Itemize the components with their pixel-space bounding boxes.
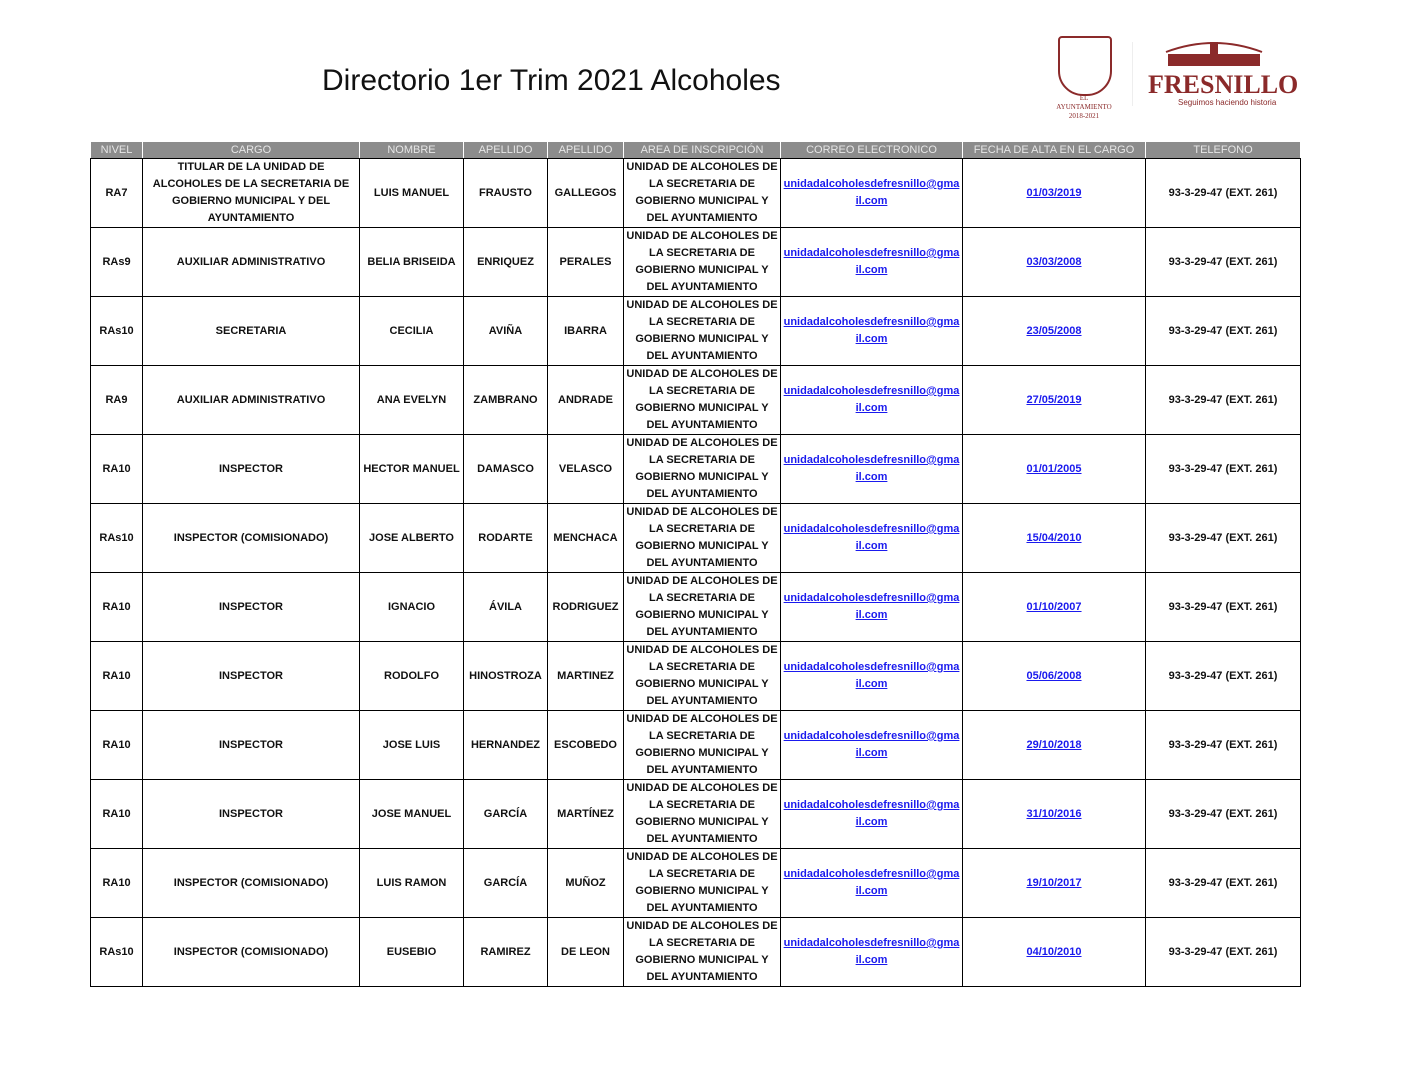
cell-cargo: INSPECTOR (COMISIONADO) [143,918,360,987]
cell-nombre: EUSEBIO [360,918,464,987]
cell-apellido-paterno: RAMIREZ [464,918,548,987]
header-fecha-alta: FECHA DE ALTA EN EL CARGO [963,142,1146,159]
header-cargo: CARGO [143,142,360,159]
header-logos [1052,34,1299,120]
cell-telefono: 93-3-29-47 (EXT. 261) [1146,366,1301,435]
cell-apellido-paterno: GARCÍA [464,780,548,849]
cell-telefono: 93-3-29-47 (EXT. 261) [1146,228,1301,297]
cell-fecha-alta [963,780,1146,849]
cell-telefono: 93-3-29-47 (EXT. 261) [1146,711,1301,780]
shield-caption: EL AYUNTAMIENTO 2018-2021 [1056,94,1112,120]
cell-apellido-paterno: ENRIQUEZ [464,228,548,297]
cell-nivel: RAs9 [91,228,143,297]
cell-nivel: RA10 [91,642,143,711]
cell-fecha-alta [963,849,1146,918]
email-link[interactable]: unidadalcoholesdefresnillo@gmail.com [783,247,960,276]
cell-apellido-materno: ANDRADE [548,366,624,435]
table-row [91,918,1301,987]
email-link[interactable]: unidadalcoholesdefresnillo@gmail.com [783,454,960,483]
cell-fecha-alta [963,918,1146,987]
cell-nombre: HECTOR MANUEL [360,435,464,504]
cell-apellido-paterno: GARCÍA [464,849,548,918]
cell-nombre: CECILIA [360,297,464,366]
email-link[interactable]: unidadalcoholesdefresnillo@gmail.com [783,178,960,207]
table-row [91,435,1301,504]
table-row [91,780,1301,849]
header-correo: CORREO ELECTRONICO [781,142,963,159]
table-row [91,228,1301,297]
header-apellido-paterno: APELLIDO [464,142,548,159]
cell-nivel: RA10 [91,849,143,918]
cell-apellido-materno: DE LEON [548,918,624,987]
cell-apellido-materno: PERALES [548,228,624,297]
cell-nivel: RA10 [91,435,143,504]
date-link[interactable]: 01/10/2007 [1026,600,1082,613]
email-link[interactable]: unidadalcoholesdefresnillo@gmail.com [783,316,960,345]
cell-correo [781,573,963,642]
cell-correo [781,504,963,573]
table-row [91,711,1301,780]
cell-apellido-paterno: ZAMBRANO [464,366,548,435]
cell-area: UNIDAD DE ALCOHOLES DE LA SECRETARIA DE GOBIERNO MUNICIPAL Y DEL AYUNTAMIENTO [624,435,781,504]
cell-apellido-paterno: HERNANDEZ [464,711,548,780]
date-link[interactable]: 03/03/2008 [1026,255,1082,268]
cell-nombre: ANA EVELYN [360,366,464,435]
cell-apellido-paterno: DAMASCO [464,435,548,504]
date-link[interactable]: 27/05/2019 [1026,393,1082,406]
cell-apellido-materno: MARTINEZ [548,642,624,711]
cell-correo [781,780,963,849]
page-title: Directorio 1er Trim 2021 Alcoholes [322,64,781,97]
cell-cargo: INSPECTOR [143,573,360,642]
cell-correo [781,435,963,504]
email-link[interactable]: unidadalcoholesdefresnillo@gmail.com [783,937,960,966]
cell-nombre: JOSE ALBERTO [360,504,464,573]
cell-fecha-alta [963,642,1146,711]
cell-nombre: RODOLFO [360,642,464,711]
cell-nombre: LUIS MANUEL [360,159,464,228]
cell-area: UNIDAD DE ALCOHOLES DE LA SECRETARIA DE GOBIERNO MUNICIPAL Y DEL AYUNTAMIENTO [624,297,781,366]
header-nombre: NOMBRE [360,142,464,159]
cell-apellido-paterno: ÁVILA [464,573,548,642]
cell-apellido-paterno: RODARTE [464,504,548,573]
cell-nivel: RA10 [91,780,143,849]
date-link[interactable]: 29/10/2018 [1026,738,1082,751]
cell-cargo: AUXILIAR ADMINISTRATIVO [143,366,360,435]
brand-slogan: Seguimos haciendo historia [1178,98,1277,107]
cell-apellido-materno: MENCHACA [548,504,624,573]
cell-apellido-materno: RODRIGUEZ [548,573,624,642]
cell-correo [781,297,963,366]
email-link[interactable]: unidadalcoholesdefresnillo@gmail.com [783,730,960,759]
cell-area: UNIDAD DE ALCOHOLES DE LA SECRETARIA DE GOBIERNO MUNICIPAL Y DEL AYUNTAMIENTO [624,918,781,987]
cell-cargo: INSPECTOR [143,711,360,780]
cell-apellido-materno: ESCOBEDO [548,711,624,780]
logo-divider [1132,42,1133,106]
cell-nivel: RAs10 [91,918,143,987]
cell-correo [781,366,963,435]
cell-correo [781,849,963,918]
cell-fecha-alta [963,435,1146,504]
fresnillo-brand-logo: FRESNILLO [1148,70,1299,99]
cell-telefono: 93-3-29-47 (EXT. 261) [1146,573,1301,642]
email-link[interactable]: unidadalcoholesdefresnillo@gmail.com [783,523,960,552]
cell-nivel: RA7 [91,159,143,228]
cell-nombre: JOSE MANUEL [360,780,464,849]
table-header-row [91,142,1301,159]
cell-nombre: LUIS RAMON [360,849,464,918]
header-area: AREA DE INSCRIPCIÓN [624,142,781,159]
table-row [91,849,1301,918]
cell-nivel: RA10 [91,711,143,780]
email-link[interactable]: unidadalcoholesdefresnillo@gmail.com [783,799,960,828]
date-link[interactable]: 01/01/2005 [1026,462,1082,475]
email-link[interactable]: unidadalcoholesdefresnillo@gmail.com [783,868,960,897]
cell-cargo: INSPECTOR (COMISIONADO) [143,849,360,918]
cell-telefono: 93-3-29-47 (EXT. 261) [1146,918,1301,987]
cell-area: UNIDAD DE ALCOHOLES DE LA SECRETARIA DE GOBIERNO MUNICIPAL Y DEL AYUNTAMIENTO [624,228,781,297]
cell-cargo: SECRETARIA [143,297,360,366]
date-link[interactable]: 23/05/2008 [1026,324,1082,337]
cell-nombre: JOSE LUIS [360,711,464,780]
cell-apellido-materno: GALLEGOS [548,159,624,228]
date-link[interactable]: 31/10/2016 [1026,807,1082,820]
cell-correo [781,159,963,228]
cell-nivel: RA10 [91,573,143,642]
cell-apellido-paterno: HINOSTROZA [464,642,548,711]
table-row [91,366,1301,435]
cell-apellido-paterno: FRAUSTO [464,159,548,228]
cell-telefono: 93-3-29-47 (EXT. 261) [1146,435,1301,504]
cell-apellido-materno: MARTÍNEZ [548,780,624,849]
cell-apellido-paterno: AVIÑA [464,297,548,366]
cell-correo [781,918,963,987]
cell-area: UNIDAD DE ALCOHOLES DE LA SECRETARIA DE GOBIERNO MUNICIPAL Y DEL AYUNTAMIENTO [624,159,781,228]
cell-nivel: RAs10 [91,504,143,573]
cell-correo [781,228,963,297]
cell-nombre: IGNACIO [360,573,464,642]
table-row [91,642,1301,711]
date-link[interactable]: 04/10/2010 [1026,945,1082,958]
cell-area: UNIDAD DE ALCOHOLES DE LA SECRETARIA DE GOBIERNO MUNICIPAL Y DEL AYUNTAMIENTO [624,504,781,573]
table-row [91,159,1301,228]
cell-cargo: INSPECTOR [143,435,360,504]
cell-correo [781,642,963,711]
email-link[interactable]: unidadalcoholesdefresnillo@gmail.com [783,385,960,414]
cell-nombre: BELIA BRISEIDA [360,228,464,297]
cell-fecha-alta [963,228,1146,297]
cell-apellido-materno: MUÑOZ [548,849,624,918]
cell-fecha-alta [963,573,1146,642]
cell-telefono: 93-3-29-47 (EXT. 261) [1146,642,1301,711]
email-link[interactable]: unidadalcoholesdefresnillo@gmail.com [783,661,960,690]
email-link[interactable]: unidadalcoholesdefresnillo@gmail.com [783,592,960,621]
cell-fecha-alta [963,504,1146,573]
cell-cargo: AUXILIAR ADMINISTRATIVO [143,228,360,297]
cell-area: UNIDAD DE ALCOHOLES DE LA SECRETARIA DE GOBIERNO MUNICIPAL Y DEL AYUNTAMIENTO [624,711,781,780]
header-apellido-materno: APELLIDO [548,142,624,159]
cell-telefono: 93-3-29-47 (EXT. 261) [1146,159,1301,228]
date-link[interactable]: 15/04/2010 [1026,531,1082,544]
header-telefono: TELEFONO [1146,142,1301,159]
municipal-shield-logo [1058,36,1112,96]
cell-area: UNIDAD DE ALCOHOLES DE LA SECRETARIA DE GOBIERNO MUNICIPAL Y DEL AYUNTAMIENTO [624,573,781,642]
cell-nivel: RAs10 [91,297,143,366]
header-nivel: NIVEL [91,142,143,159]
cell-telefono: 93-3-29-47 (EXT. 261) [1146,849,1301,918]
directory-table [90,141,1301,987]
cell-correo [781,711,963,780]
cell-cargo: INSPECTOR [143,780,360,849]
cell-area: UNIDAD DE ALCOHOLES DE LA SECRETARIA DE GOBIERNO MUNICIPAL Y DEL AYUNTAMIENTO [624,849,781,918]
cell-area: UNIDAD DE ALCOHOLES DE LA SECRETARIA DE GOBIERNO MUNICIPAL Y DEL AYUNTAMIENTO [624,366,781,435]
cell-telefono: 93-3-29-47 (EXT. 261) [1146,780,1301,849]
cell-cargo: INSPECTOR (COMISIONADO) [143,504,360,573]
cell-telefono: 93-3-29-47 (EXT. 261) [1146,504,1301,573]
city-skyline-icon [1162,38,1266,68]
date-link[interactable]: 05/06/2008 [1026,669,1082,682]
cell-apellido-materno: VELASCO [548,435,624,504]
cell-area: UNIDAD DE ALCOHOLES DE LA SECRETARIA DE GOBIERNO MUNICIPAL Y DEL AYUNTAMIENTO [624,780,781,849]
table-row [91,573,1301,642]
cell-apellido-materno: IBARRA [548,297,624,366]
cell-nivel: RA9 [91,366,143,435]
date-link[interactable]: 19/10/2017 [1026,876,1082,889]
cell-cargo: INSPECTOR [143,642,360,711]
cell-telefono: 93-3-29-47 (EXT. 261) [1146,297,1301,366]
cell-fecha-alta [963,159,1146,228]
cell-fecha-alta [963,297,1146,366]
cell-area: UNIDAD DE ALCOHOLES DE LA SECRETARIA DE GOBIERNO MUNICIPAL Y DEL AYUNTAMIENTO [624,642,781,711]
date-link[interactable]: 01/03/2019 [1026,186,1082,199]
table-row [91,297,1301,366]
cell-cargo: TITULAR DE LA UNIDAD DE ALCOHOLES DE LA SECRETARIA DE GOBIERNO MUNICIPAL Y DEL AYUNTAMIENTO [143,159,360,228]
table-row [91,504,1301,573]
cell-fecha-alta [963,366,1146,435]
cell-fecha-alta [963,711,1146,780]
